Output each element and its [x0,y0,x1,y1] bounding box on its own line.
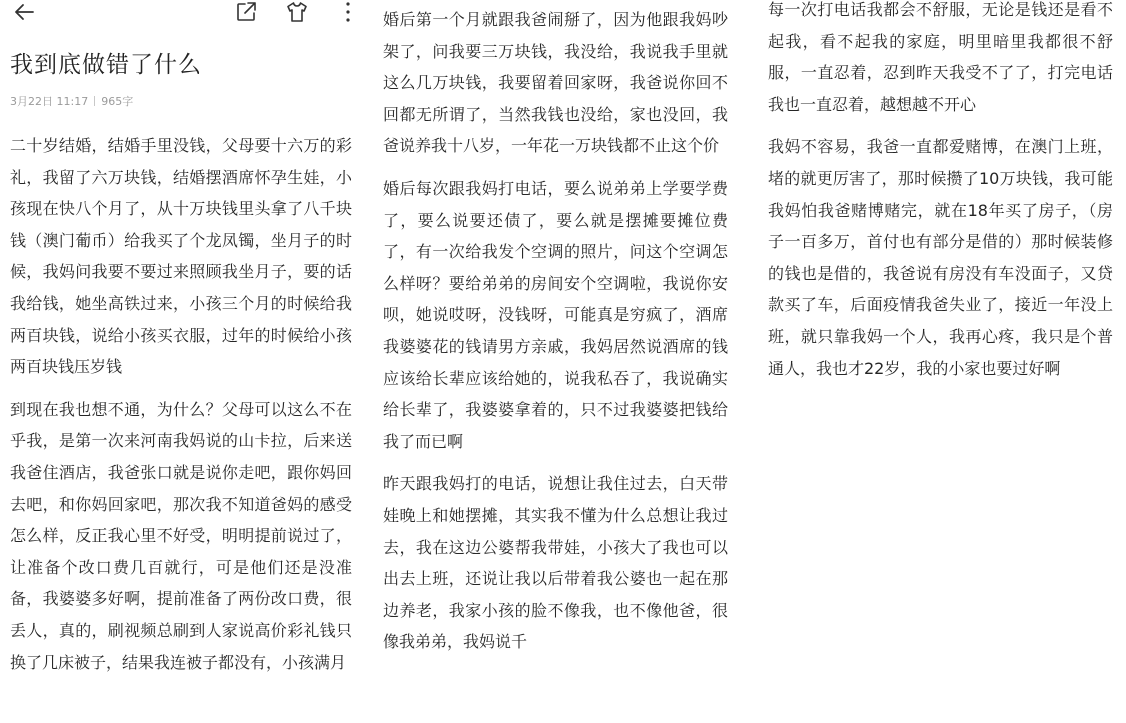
paragraph: 我妈不容易，我爸一直都爱赌博，在澳门上班，堵的就更厉害了，那时候攒了10万块钱，我可能我妈怕我爸赌博赌完，就在18年买了房子，（房子一百多万，首付也有部分是借的）那时候装修的钱也是借的，我爸说有房没有车没面子，又贷款买了车，后面疫情我爸失业了，接近一年没上班，就只靠我妈一个人，我再心疼，我只是个普通人，我也才22岁，我的小家也要过好啊 [768,137,1113,378]
article-title: 我到底做错了什么 [10,52,202,78]
theme-button[interactable] [285,0,309,24]
article-body-part-2 [383,4,728,669]
meta-divider [94,96,95,106]
article-meta [10,93,133,109]
share-icon [234,0,258,24]
reader-column-2 [370,0,755,723]
back-button[interactable] [12,0,36,24]
shirt-icon [285,0,309,24]
arrow-left-icon [12,0,36,24]
article-body-part-3 [768,0,1113,395]
paragraph: 到现在我也想不通，为什么？父母可以这么不在乎我，是第一次来河南我妈说的山卡拉，后来送我爸住酒店，我爸张口就是说你走吧，跟你妈回去吧，和你妈回家吧，那次我不知道爸妈的感受怎么样，反正我心里不好受，明明提前说过了，让准备个改口费几百就行，可是他们还是没准备，我婆婆多好啊，提前准备了两份改口费，很丢人，真的，刷视频总刷到人家说高价彩礼钱只换了几床被子，结果我连被子都没有，小孩满月 [10,399,352,672]
paragraph: 每一次打电话我都会不舒服，无论是钱还是看不起我，看不起我的家庭，明里暗里我都很不舒服，一直忍着，忍到昨天我受不了了，打完电话我也一直忍着，越想越不开心 [768,0,1113,114]
paragraph: 婚后第一个月就跟我爸闹掰了，因为他跟我妈吵架了，问我要三万块钱，我没给，我说我手里就这么几万块钱，我要留着回家呀，我爸说你回不回都无所谓了，当然我钱也没给，家也没回，我爸说养我十八岁，一年花一万块钱都不止这个价 [383,10,728,156]
top-toolbar [0,0,370,26]
reader-column-1 [0,0,370,723]
word-count: 965字 [101,95,134,108]
article-body-part-1 [10,130,352,689]
more-vertical-icon [336,0,360,24]
paragraph: 昨天跟我妈打的电话，说想让我住过去，白天带娃晚上和她摆摊，其实我不懂为什么总想让我过去，我在这边公婆帮我带娃，小孩大了我也可以出去上班，还说让我以后带着我公婆也一起在那边养老，我家小孩的脸不像我，也不像他爸，很像我弟弟，我妈说千 [383,474,728,652]
paragraph: 婚后每次跟我妈打电话，要么说弟弟上学要学费了，要么说要还债了，要么就是摆摊要摊位费了，有一次给我发个空调的照片，问这个空调怎么样呀？要给弟弟的房间安个空调啦，我说你安呗，她说哎呀，没钱呀，可能真是穷疯了，酒席我婆婆花的钱请男方亲戚，我妈居然说酒席的钱应该给长辈应该给她的，说我私吞了，我说确实给长辈了，我婆婆拿着的，只不过我婆婆把钱给我了而已啊 [383,178,728,451]
article-date: 3月22日 11:17 [10,95,89,108]
share-button[interactable] [234,0,258,24]
paragraph: 二十岁结婚，结婚手里没钱，父母要十六万的彩礼，我留了六万块钱，结婚摆酒席怀孕生娃，小孩现在快八个月了，从十万块钱里头拿了八千块钱（澳门葡币）给我买了个龙凤镯，坐月子的时候，我妈问我要不要过来照顾我坐月子，要的话我给钱，她坐高铁过来，小孩三个月的时候给我两百块钱，说给小孩买衣服，过年的时候给小孩两百块钱压岁钱 [10,136,352,377]
more-button[interactable] [336,0,360,24]
reader-column-3 [755,0,1126,723]
